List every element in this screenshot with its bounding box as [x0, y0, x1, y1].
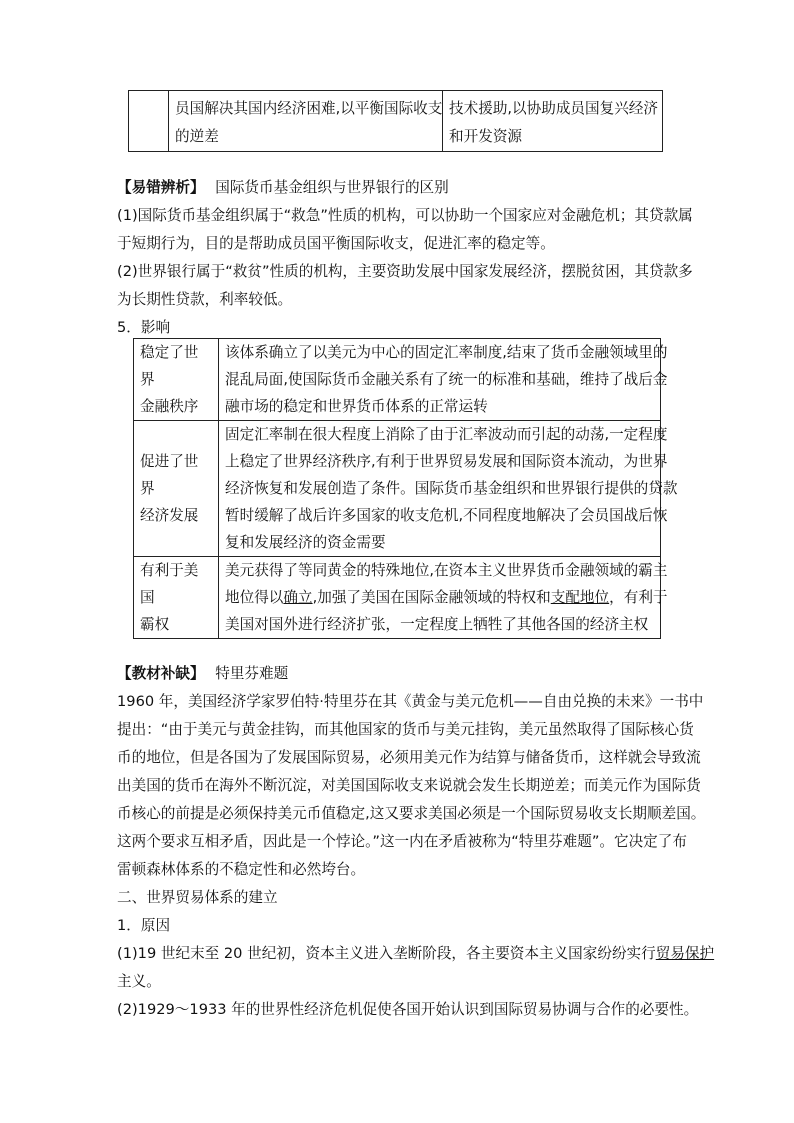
supplement-tag: 【教材补缺】: [117, 665, 205, 682]
row-body-line: 美元获得了等同黄金的特殊地位,在资本主义世界货币金融领域的霸主: [225, 562, 668, 579]
error-analysis-tag: 【易错辨析】: [117, 179, 205, 196]
text-run: 地位得以: [225, 589, 284, 606]
paragraph-line: (2)世界银行属于“救贫”性质的机构，主要资助发展中国家发展经济，摆脱贫困，其贷款多: [117, 263, 693, 280]
paragraph-line: 这两个要求互相矛盾，因此是一个悖论。”这一内在矛盾被称为“特里芬难题”。它决定了布: [117, 833, 687, 850]
top-continuation-table: [128, 90, 663, 152]
row-body-line: 融市场的稳定和世界货币体系的正常运转: [225, 398, 488, 415]
section-heading-trade: 二、世界贸易体系的建立: [117, 889, 278, 906]
paragraph-line: [117, 940, 715, 968]
row-head-line: 稳定了世界: [140, 344, 199, 388]
row-head-line: 金融秩序: [140, 398, 199, 415]
row-head: [134, 421, 219, 557]
row-body-line: 该体系确立了以美元为中心的固定汇率制度,结束了货币金融领域里的: [225, 344, 668, 361]
table-cell-middle: [169, 91, 443, 151]
paragraph-line: 币核心的前提是必须保持美元币值稳定,这又要求美国必须是一个国际贸易收支长期顺差国。: [117, 805, 706, 822]
underlined-term: 支配地位: [550, 589, 610, 606]
row-head-line: 霸权: [140, 616, 170, 633]
paragraph-line: (1)国际货币基金组织属于“救急”性质的机构，可以协助一个国家应对金融危机；其贷款属: [117, 207, 693, 224]
paragraph-line: 雷顿森林体系的不稳定性和必然垮台。: [117, 861, 366, 878]
row-head-line: 经济发展: [140, 507, 199, 524]
paragraph-line: 1960 年，美国经济学家罗伯特·特里芬在其《黄金与美元危机——自由兑换的未来》一书中: [117, 693, 704, 710]
row-body-line: 美国对国外进行经济扩张，一定程度上牺牲了其他各国的经济主权: [225, 616, 649, 633]
impact-table: [133, 338, 678, 639]
row-body-line: [225, 584, 668, 611]
underlined-term: 确立: [283, 589, 313, 606]
cell-line: 技术援助,以协助成员国复兴经济: [449, 100, 658, 117]
row-body: [219, 339, 668, 421]
error-analysis-heading: [117, 174, 677, 202]
cell-line: 员国解决其国内经济困难,以平衡国际收支: [175, 100, 443, 117]
error-analysis-section: [117, 174, 693, 342]
table-row: [134, 421, 661, 557]
row-body: [219, 557, 668, 639]
row-head: [134, 557, 219, 639]
table-row: [134, 557, 661, 639]
cell-line: 和开发资源: [449, 128, 523, 145]
paragraph-line: 于短期行为，目的是帮助成员国平衡国际收支，促进汇率的稳定等。: [117, 235, 555, 252]
row-head-line: 有利于美国: [140, 562, 199, 606]
supplement-section: [117, 660, 715, 1024]
underlined-term: 贸易保护: [655, 945, 715, 962]
error-analysis-title: 国际货币基金组织与世界银行的区别: [215, 179, 449, 196]
table-cell-empty: [129, 91, 169, 151]
text-run: (1)19 世纪末至 20 世纪初，资本主义进入垄断阶段，各主要资本主义国家纷纷实行: [117, 945, 656, 962]
row-body-line: 暂时缓解了战后许多国家的收支危机,不同程度地解决了会员国战后恢: [225, 507, 668, 524]
row-body-line: 混乱局面,使国际货币金融关系有了统一的标准和基础，维持了战后金: [225, 371, 668, 388]
paragraph-line: 币的地位，但是各国为了发展国际贸易，必须用美元作为结算与储备货币，这样就会导致流: [117, 749, 701, 766]
row-body-line: 复和发展经济的资金需要: [225, 534, 386, 551]
text-run: ,加强了美国在国际金融领域的特权和: [312, 589, 551, 606]
cell-line: 的逆差: [175, 128, 219, 145]
paragraph-line: 出美国的货币在海外不断沉淀，对美国国际收支来说就会发生长期逆差；而美元作为国际货: [117, 777, 701, 794]
table-cell-right: [443, 91, 662, 151]
text-run: ，有利于: [609, 589, 668, 606]
paragraph-line: 提出：“由于美元与黄金挂钩，而其他国家的货币与美元挂钩，美元虽然取得了国际核心货: [117, 721, 694, 738]
row-head: [134, 339, 219, 421]
supplement-heading: [117, 660, 677, 688]
paragraph-line: 为长期性贷款，利率较低。: [117, 291, 293, 308]
row-head-line: 促进了世界: [140, 453, 199, 497]
row-body-line: 经济恢复和发展创造了条件。国际货币基金组织和世界银行提供的贷款: [225, 480, 678, 497]
supplement-title: 特里芬难题: [215, 665, 289, 682]
subsection-heading-cause: 1．原因: [117, 917, 171, 934]
section-heading-impact: 5．影响: [117, 319, 171, 336]
table-row: [134, 339, 661, 421]
row-body-line: 固定汇率制在很大程度上消除了由于汇率波动而引起的动荡,一定程度: [225, 426, 668, 443]
paragraph-line: 主义。: [117, 973, 161, 990]
row-body: [219, 421, 678, 557]
row-body-line: 上稳定了世界经济秩序,有利于世界贸易发展和国际资本流动，为世界: [225, 453, 668, 470]
paragraph-line: (2)1929～1933 年的世界性经济危机促使各国开始认识到国际贸易协调与合作的必要性。: [117, 1001, 699, 1018]
